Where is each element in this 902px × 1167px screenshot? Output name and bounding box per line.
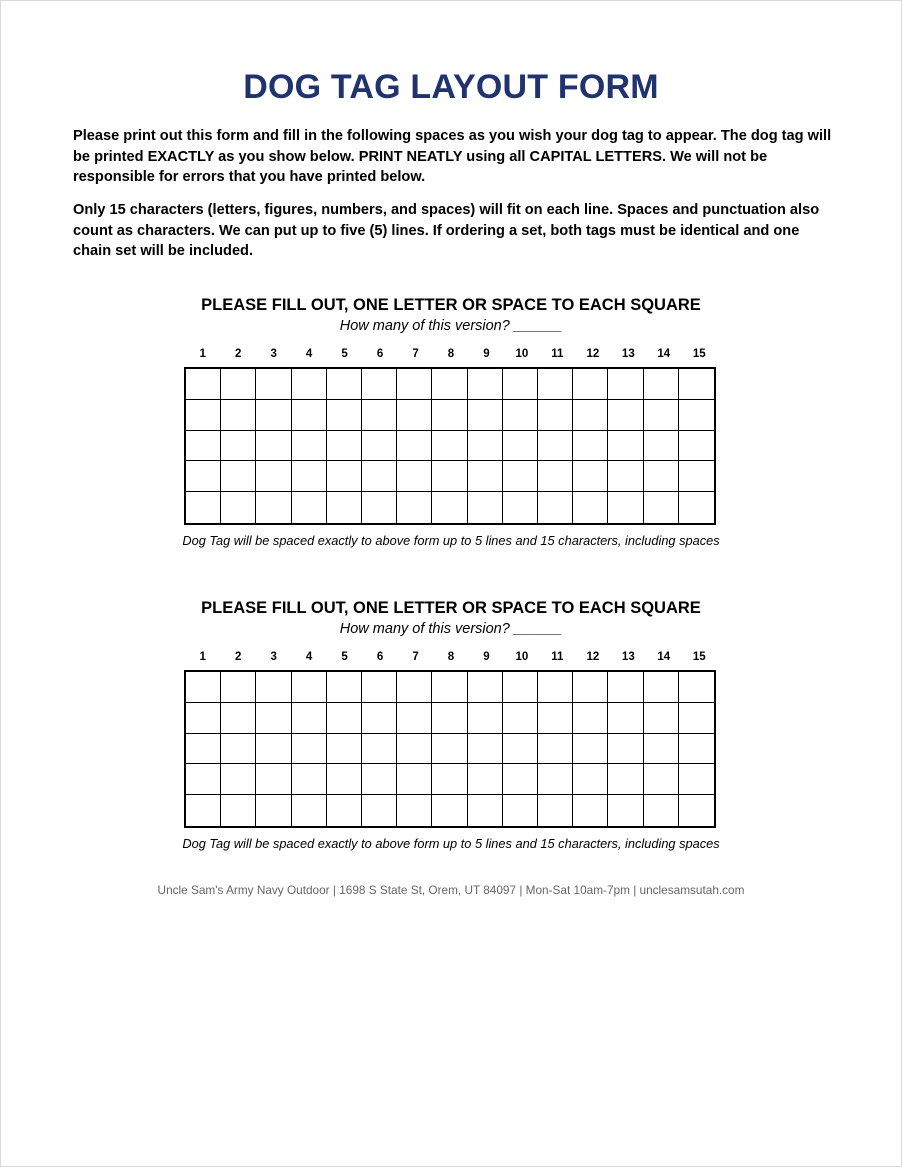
intro-paragraph-1: Please print out this form and fill in the following spaces as you wish your dog tag to appear. The dog tag will be printed EXACTLY as you show below. PRINT NEATLY using all CAPITAL LETTERS. We will not be responsible for errors that you have printed below. <box>73 128 832 186</box>
column-number: 13 <box>621 651 635 663</box>
letter-square[interactable] <box>608 492 643 523</box>
letter-square[interactable] <box>221 369 256 400</box>
letter-square[interactable] <box>292 795 327 826</box>
letter-square[interactable] <box>503 431 538 462</box>
letter-square[interactable] <box>221 795 256 826</box>
spacing-note: Dog Tag will be spaced exactly to above form up to 5 lines and 15 characters, including spaces <box>182 836 720 851</box>
letter-square[interactable] <box>256 431 291 462</box>
letter-square[interactable] <box>221 400 256 431</box>
letter-square[interactable] <box>679 734 714 765</box>
column-number: 4 <box>305 651 313 663</box>
letter-square[interactable] <box>573 492 608 523</box>
letter-square[interactable] <box>679 703 714 734</box>
letter-square[interactable] <box>397 492 432 523</box>
letter-square[interactable] <box>503 369 538 400</box>
letter-square[interactable] <box>292 400 327 431</box>
letter-square[interactable] <box>186 764 221 795</box>
letter-square[interactable] <box>397 734 432 765</box>
letter-square[interactable] <box>468 431 503 462</box>
letter-square[interactable] <box>362 703 397 734</box>
letter-square[interactable] <box>327 795 362 826</box>
letter-square[interactable] <box>608 734 643 765</box>
letter-square[interactable] <box>327 461 362 492</box>
letter-square[interactable] <box>327 431 362 462</box>
letter-square[interactable] <box>327 703 362 734</box>
letter-square[interactable] <box>644 734 679 765</box>
column-numbers <box>185 348 717 364</box>
letter-square[interactable] <box>432 400 467 431</box>
letter-square[interactable] <box>468 734 503 765</box>
column-number: 3 <box>270 348 277 360</box>
letter-square[interactable] <box>186 795 221 826</box>
column-number: 1 <box>199 348 206 360</box>
letter-square[interactable] <box>679 369 714 400</box>
letter-square[interactable] <box>397 672 432 703</box>
column-number: 1 <box>199 651 206 663</box>
letter-square[interactable] <box>362 492 397 523</box>
letter-square[interactable] <box>327 400 362 431</box>
letter-square[interactable] <box>608 795 643 826</box>
letter-square[interactable] <box>221 672 256 703</box>
letter-square[interactable] <box>432 734 467 765</box>
letter-square[interactable] <box>327 672 362 703</box>
letter-square[interactable] <box>362 764 397 795</box>
letter-square[interactable] <box>256 400 291 431</box>
letter-square[interactable] <box>256 672 291 703</box>
quantity-prompt: How many of this version? ______ <box>339 318 563 334</box>
letter-square[interactable] <box>256 764 291 795</box>
letter-square[interactable] <box>362 795 397 826</box>
letter-square[interactable] <box>644 795 679 826</box>
column-number: 8 <box>447 348 455 360</box>
letter-square[interactable] <box>397 400 432 431</box>
letter-square[interactable] <box>538 703 573 734</box>
letter-square[interactable] <box>573 703 608 734</box>
letter-square[interactable] <box>432 764 467 795</box>
column-number: 2 <box>234 651 242 663</box>
letter-square[interactable] <box>468 492 503 523</box>
letter-square[interactable] <box>468 795 503 826</box>
letter-square[interactable] <box>538 734 573 765</box>
letter-square[interactable] <box>679 461 714 492</box>
letter-square[interactable] <box>644 492 679 523</box>
letter-square[interactable] <box>503 672 538 703</box>
letter-square[interactable] <box>292 764 327 795</box>
letter-square[interactable] <box>573 369 608 400</box>
letter-square[interactable] <box>573 461 608 492</box>
letter-square[interactable] <box>292 461 327 492</box>
letter-square[interactable] <box>186 703 221 734</box>
letter-square[interactable] <box>432 703 467 734</box>
letter-grid <box>184 367 716 525</box>
letter-square[interactable] <box>644 672 679 703</box>
letter-square[interactable] <box>221 461 256 492</box>
letter-square[interactable] <box>186 431 221 462</box>
letter-square[interactable] <box>538 369 573 400</box>
letter-square[interactable] <box>362 400 397 431</box>
column-number: 8 <box>447 651 455 663</box>
column-number: 15 <box>692 651 706 663</box>
letter-square[interactable] <box>608 431 643 462</box>
column-number: 9 <box>483 348 490 360</box>
letter-square[interactable] <box>468 369 503 400</box>
column-number: 14 <box>657 348 671 360</box>
column-number: 11 <box>551 348 564 360</box>
letter-square[interactable] <box>538 764 573 795</box>
letter-square[interactable] <box>327 764 362 795</box>
letter-square[interactable] <box>432 492 467 523</box>
letter-square[interactable] <box>679 400 714 431</box>
column-number: 4 <box>305 348 313 360</box>
letter-square[interactable] <box>432 672 467 703</box>
letter-square[interactable] <box>538 400 573 431</box>
intro-paragraph-2: Only 15 characters (letters, figures, numbers, and spaces) will fit on each line. Spaces and punctuation also count as characters. We can put up to five (5) lines. If ordering a set, both tags must be identical and one chain set will be included. <box>73 202 820 260</box>
letter-square[interactable] <box>397 795 432 826</box>
section-heading: PLEASE FILL OUT, ONE LETTER OR SPACE TO EACH SQUARE <box>201 296 701 314</box>
letter-square[interactable] <box>292 431 327 462</box>
letter-square[interactable] <box>362 431 397 462</box>
column-number: 5 <box>341 651 348 663</box>
letter-square[interactable] <box>538 461 573 492</box>
letter-square[interactable] <box>256 369 291 400</box>
quantity-prompt: How many of this version? ______ <box>339 621 563 637</box>
letter-square[interactable] <box>608 369 643 400</box>
letter-square[interactable] <box>608 461 643 492</box>
letter-square[interactable] <box>644 369 679 400</box>
letter-square[interactable] <box>468 703 503 734</box>
column-number: 12 <box>586 651 600 663</box>
letter-square[interactable] <box>327 369 362 400</box>
letter-square[interactable] <box>327 492 362 523</box>
letter-square[interactable] <box>221 703 256 734</box>
letter-square[interactable] <box>292 672 327 703</box>
letter-square[interactable] <box>397 461 432 492</box>
letter-square[interactable] <box>608 703 643 734</box>
column-number: 9 <box>483 651 490 663</box>
letter-square[interactable] <box>503 764 538 795</box>
letter-square[interactable] <box>503 795 538 826</box>
letter-square[interactable] <box>503 734 538 765</box>
section-heading: PLEASE FILL OUT, ONE LETTER OR SPACE TO EACH SQUARE <box>201 599 701 617</box>
column-number: 12 <box>586 348 600 360</box>
letter-square[interactable] <box>186 461 221 492</box>
column-number: 6 <box>376 651 384 663</box>
letter-square[interactable] <box>573 431 608 462</box>
column-number: 2 <box>234 348 242 360</box>
letter-square[interactable] <box>679 672 714 703</box>
letter-square[interactable] <box>573 734 608 765</box>
letter-square[interactable] <box>292 703 327 734</box>
letter-square[interactable] <box>538 431 573 462</box>
letter-square[interactable] <box>432 369 467 400</box>
column-number: 14 <box>657 651 671 663</box>
letter-square[interactable] <box>362 461 397 492</box>
letter-square[interactable] <box>397 764 432 795</box>
letter-square[interactable] <box>468 461 503 492</box>
letter-square[interactable] <box>256 734 291 765</box>
letter-square[interactable] <box>397 369 432 400</box>
letter-square[interactable] <box>256 703 291 734</box>
letter-square[interactable] <box>362 672 397 703</box>
letter-square[interactable] <box>468 672 503 703</box>
letter-square[interactable] <box>292 492 327 523</box>
letter-square[interactable] <box>186 734 221 765</box>
column-number: 10 <box>515 348 529 360</box>
letter-square[interactable] <box>432 461 467 492</box>
letter-square[interactable] <box>608 764 643 795</box>
letter-square[interactable] <box>221 431 256 462</box>
column-number: 7 <box>412 651 419 663</box>
spacing-note: Dog Tag will be spaced exactly to above form up to 5 lines and 15 characters, including spaces <box>182 533 720 548</box>
letter-square[interactable] <box>256 492 291 523</box>
letter-square[interactable] <box>186 672 221 703</box>
letter-square[interactable] <box>362 369 397 400</box>
letter-square[interactable] <box>644 400 679 431</box>
letter-square[interactable] <box>221 734 256 765</box>
column-number: 10 <box>515 651 529 663</box>
letter-square[interactable] <box>644 703 679 734</box>
letter-square[interactable] <box>292 369 327 400</box>
column-number: 15 <box>692 348 706 360</box>
letter-square[interactable] <box>221 492 256 523</box>
letter-square[interactable] <box>644 431 679 462</box>
letter-square[interactable] <box>538 795 573 826</box>
letter-square[interactable] <box>538 672 573 703</box>
letter-square[interactable] <box>256 461 291 492</box>
letter-square[interactable] <box>221 764 256 795</box>
letter-square[interactable] <box>468 764 503 795</box>
letter-square[interactable] <box>397 703 432 734</box>
letter-square[interactable] <box>573 795 608 826</box>
letter-grid <box>184 670 716 828</box>
letter-square[interactable] <box>503 400 538 431</box>
letter-square[interactable] <box>679 795 714 826</box>
letter-square[interactable] <box>432 431 467 462</box>
letter-square[interactable] <box>644 764 679 795</box>
column-number: 7 <box>412 348 419 360</box>
letter-square[interactable] <box>644 461 679 492</box>
letter-square[interactable] <box>186 369 221 400</box>
store-footer: Uncle Sam's Army Navy Outdoor | 1698 S State St, Orem, UT 84097 | Mon-Sat 10am-7pm | unclesamsutah.com <box>157 883 745 897</box>
letter-square[interactable] <box>573 400 608 431</box>
column-number: 11 <box>551 651 564 663</box>
letter-square[interactable] <box>679 431 714 462</box>
letter-square[interactable] <box>468 400 503 431</box>
letter-square[interactable] <box>679 492 714 523</box>
letter-square[interactable] <box>186 492 221 523</box>
letter-square[interactable] <box>679 764 714 795</box>
letter-square[interactable] <box>573 764 608 795</box>
letter-square[interactable] <box>503 703 538 734</box>
column-number: 3 <box>270 651 277 663</box>
column-number: 13 <box>621 348 635 360</box>
letter-square[interactable] <box>573 672 608 703</box>
letter-square[interactable] <box>608 400 643 431</box>
page-title: DOG TAG LAYOUT FORM <box>243 68 659 106</box>
letter-square[interactable] <box>362 734 397 765</box>
letter-square[interactable] <box>256 795 291 826</box>
letter-square[interactable] <box>432 795 467 826</box>
column-number: 5 <box>341 348 348 360</box>
letter-square[interactable] <box>397 431 432 462</box>
letter-square[interactable] <box>503 492 538 523</box>
letter-square[interactable] <box>292 734 327 765</box>
column-numbers <box>185 651 717 667</box>
letter-square[interactable] <box>186 400 221 431</box>
column-number: 6 <box>376 348 384 360</box>
letter-square[interactable] <box>608 672 643 703</box>
letter-square[interactable] <box>538 492 573 523</box>
letter-square[interactable] <box>503 461 538 492</box>
letter-square[interactable] <box>327 734 362 765</box>
